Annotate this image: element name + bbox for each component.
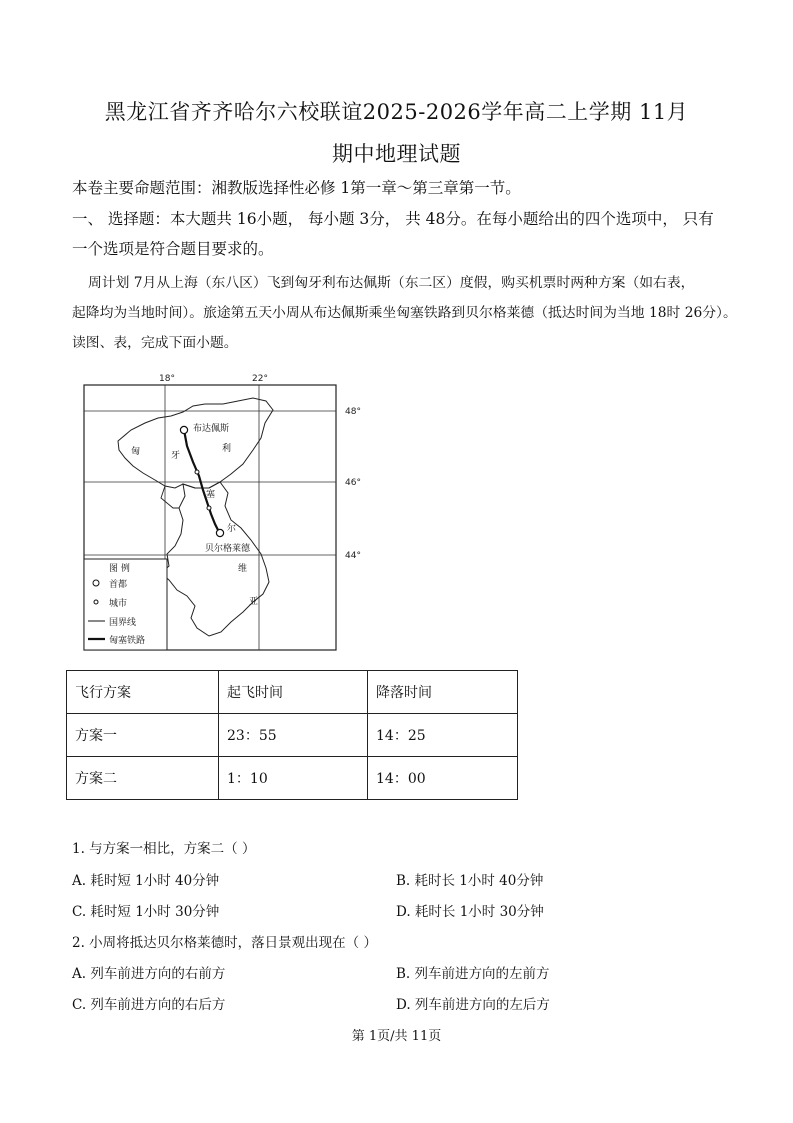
question-1-option-d[interactable]: D. 耗时长 1小时 30分钟 (396, 904, 544, 920)
table-cell: 14：00 (368, 757, 518, 800)
hungary-serbia-railway (184, 430, 219, 532)
question-2-option-d[interactable]: D. 列车前进方向的左后方 (396, 997, 550, 1013)
country-char-hungary-1: 匈 (131, 447, 141, 457)
city-marker (207, 506, 211, 510)
table-header-cell: 降落时间 (368, 671, 518, 714)
country-char-serbia-1: 塞 (206, 490, 216, 500)
passage-line3: 读图、表，完成下面小题。 (72, 335, 238, 351)
lat-label-46: 46° (345, 478, 361, 488)
belgrade-label: 贝尔格莱德 (205, 544, 251, 554)
question-1-option-c[interactable]: C. 耗时短 1小时 30分钟 (72, 904, 220, 920)
table-cell: 1：10 (219, 757, 368, 800)
western-border (161, 486, 179, 508)
country-char-serbia-4: 亚 (249, 597, 259, 607)
legend-border-label: 国界线 (109, 618, 137, 628)
legend-capital-label: 首都 (109, 580, 128, 590)
question-2-option-b[interactable]: B. 列车前进方向的左前方 (396, 966, 550, 982)
page-title-line1: 黑龙江省齐齐哈尔六校联谊2025-2026学年高二上学期 11月 (104, 100, 689, 124)
question-1-stem: 1. 与方案一相比，方案二（ ） (72, 841, 256, 857)
lon-label-18: 18° (159, 374, 175, 384)
table-cell: 方案一 (67, 714, 219, 757)
hungary-border (118, 398, 273, 488)
table-header-row (67, 671, 518, 714)
table-row (67, 757, 518, 800)
question-2-option-c[interactable]: C. 列车前进方向的右后方 (72, 997, 226, 1013)
city-marker (195, 470, 199, 474)
table-cell: 23：55 (219, 714, 368, 757)
map-figure (83, 368, 383, 658)
question-1-option-a[interactable]: A. 耗时短 1小时 40分钟 (72, 873, 220, 889)
table-cell: 14：25 (368, 714, 518, 757)
legend-capital-icon (93, 580, 99, 586)
serbia-border (161, 482, 269, 636)
legend-city-label: 城市 (109, 599, 128, 609)
page-title-line2: 期中地理试题 (332, 142, 461, 166)
page-footer: 第 1页/共 11页 (351, 1029, 442, 1044)
legend-title: 图 例 (109, 564, 130, 574)
passage-line1: 周计划 7月从上海（东八区）飞到匈牙利布达佩斯（东二区）度假，购买机票时两种方案（如右表， (88, 275, 695, 291)
table-row (67, 714, 518, 757)
country-char-serbia-3: 维 (238, 564, 248, 574)
table-cell: 方案二 (67, 757, 219, 800)
belgrade-capital-marker (216, 529, 223, 536)
country-char-hungary-3: 利 (222, 444, 232, 454)
country-char-hungary-2: 牙 (171, 451, 181, 461)
budapest-label: 布达佩斯 (193, 424, 230, 434)
question-2-stem: 2. 小周将抵达贝尔格莱德时，落日景观出现在（ ） (72, 935, 377, 951)
lat-label-48: 48° (345, 407, 361, 417)
lat-label-44: 44° (345, 551, 361, 561)
flight-plan-table (66, 670, 518, 800)
section-instruction-line1: 一、 选择题：本大题共 16小题， 每小题 3分， 共 48分。在每小题给出的四个选项中， 只有 (72, 210, 714, 228)
country-char-serbia-2: 尔 (227, 524, 237, 534)
scope-text: 本卷主要命题范围：湘教版选择性必修 1第一章～第三章第一节。 (72, 179, 521, 197)
legend-city-icon (94, 600, 98, 604)
passage-line2: 起降均为当地时间）。旅途第五天小周从布达佩斯乘坐匈塞铁路到贝尔格莱德（抵达时间为当地 18时 26分）。 (72, 305, 737, 321)
legend-railway-label: 匈塞铁路 (109, 636, 146, 646)
section-instruction-line2: 一个选项是符合题目要求的。 (72, 240, 274, 258)
question-2-option-a[interactable]: A. 列车前进方向的右前方 (72, 966, 226, 982)
table-header-cell: 飞行方案 (67, 671, 219, 714)
question-1-option-b[interactable]: B. 耗时长 1小时 40分钟 (396, 873, 544, 889)
lon-label-22: 22° (252, 374, 268, 384)
table-header-cell: 起飞时间 (219, 671, 368, 714)
budapest-capital-marker (180, 426, 187, 433)
